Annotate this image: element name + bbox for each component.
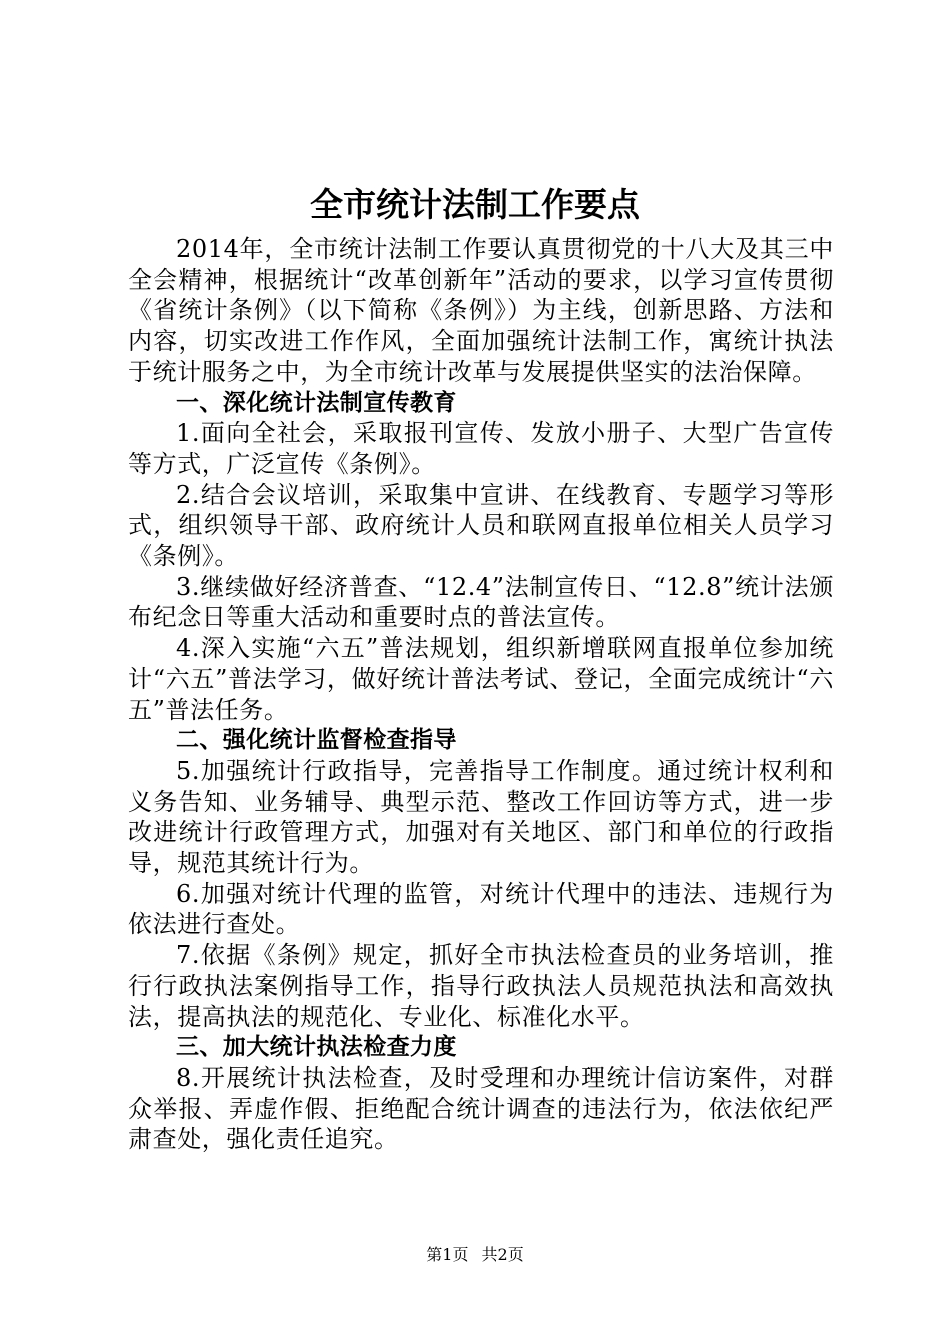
section-1-item-3: 3.继续做好经济普查、“12.4”法制宣传日、“12.8”统计法颁布纪念日等重大活动和重要时点的普法宣传。 [128,572,834,632]
section-3-item-8: 8.开展统计执法检查，及时受理和办理统计信访案件，对群众举报、弄虚作假、拒绝配合统计调查的违法行为，依法依纪严肃查处，强化责任追究。 [128,1063,834,1154]
document-title: 全市统计法制工作要点 [310,185,640,224]
section-2-item-6: 6.加强对统计代理的监管，对统计代理中的违法、违规行为依法进行查处。 [128,879,834,939]
page-total: 共2页 [481,1245,524,1264]
section-1-item-2: 2.结合会议培训，采取集中宣讲、在线教育、专题学习等形式，组织领导干部、政府统计人员和联网直报单位相关人员学习《条例》。 [128,480,834,571]
section-heading-1: 一、深化统计法制宣传教育 [176,389,457,416]
section-1-item-1: 1.面向全社会，采取报刊宣传、发放小册子、大型广告宣传等方式，广泛宣传《条例》。 [128,419,834,478]
page-footer [0,1244,950,1266]
document-body [128,234,834,1155]
section-heading-2: 二、强化统计监督检查指导 [176,727,457,754]
section-heading-3: 三、加大统计执法检查力度 [176,1034,457,1061]
page-number: 第1页 [426,1245,469,1264]
section-1-item-4: 4.深入实施“六五”普法规划，组织新增联网直报单位参加统计“六五”普法学习，做好统计普法考试、登记，全面完成统计“六五”普法任务。 [128,634,834,724]
section-2-item-5: 5.加强统计行政指导，完善指导工作制度。通过统计权利和义务告知、业务辅导、典型示范、整改工作回访等方式，进一步改进统计行政管理方式，加强对有关地区、部门和单位的行政指导，规范其统计行为。 [128,756,834,878]
intro-paragraph: 2014年，全市统计法制工作要认真贯彻党的十八大及其三中全会精神，根据统计“改革创新年”活动的要求，以学习宣传贯彻《省统计条例》（以下简称《条例》）为主线，创新思路、方法和内容，切实改进工作作风，全面加强统计法制工作，寓统计执法于统计服务之中，为全市统计改革与发展提供坚实的法治保障。 [128,235,834,386]
section-2-item-7: 7.依据《条例》规定，抓好全市执法检查员的业务培训，推行行政执法案例指导工作，指导行政执法人员规范执法和高效执法，提高执法的规范化、专业化、标准化水平。 [128,941,834,1031]
